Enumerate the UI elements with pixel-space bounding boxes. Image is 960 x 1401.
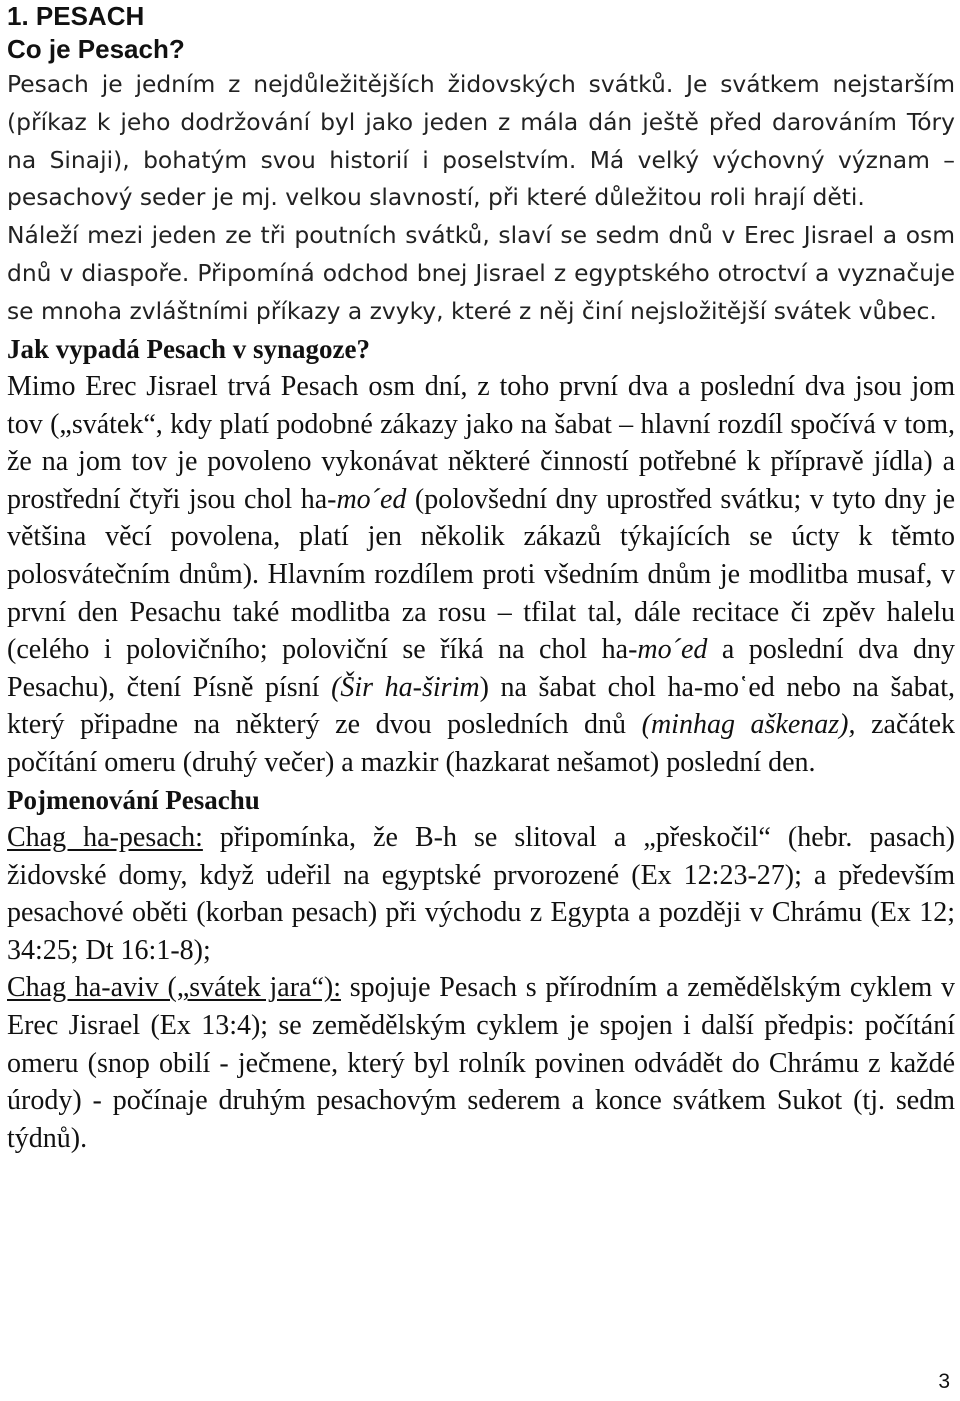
synagogue-italic-shir: (Šir ha-širim <box>331 671 480 703</box>
synagogue-text-1: Mimo Erec Jisrael trvá Pesach osm dní, z toho první dva a poslední dva jsou jom tov („svátek“, kdy platí podobné zákazy jako na šabat – hlavní rozdíl spočívá v tom, že na jom tov je povoleno vykonávat některé činností potřebné k přípravě jídla) a prostřední čtyři jsou chol ha- <box>7 371 955 515</box>
synagogue-text-2: (polovšední dny uprostřed svátku; v tyto dny je většina věcí povolena, platí jen několik zákazů týkajících se úcty k těmto polosvátečním dnům). Hlavním rozdílem proti všedním dnům je modlitba musaf, v první den Pesachu také modlitba za rosu – tfilat tal, dále recitace či zpěv halelu (celého i polovičního; poloviční se říká na chol ha- <box>7 483 955 666</box>
term-chag-hapesach: Chag ha-pesach: <box>7 822 203 854</box>
chag-haaviv-text: spojuje Pesach s přírodním a zemědělským cyklem v Erec Jisrael (Ex 13:4); se zemědělským cyklem je spojen i další předpis: počítání omeru (snop obilí - ječmene, který byl rolník povinen odvádět do Chrámu z každé úrody) - počínaje druhým pesachovým sederem a konce svátkem Sukot (tj. sedm týdnů). <box>7 972 955 1154</box>
synagogue-text-4: ) na šabat chol ha-mo῾ed nebo na šabat, který připadne na některý ze dvou posledních dnů <box>7 671 955 741</box>
paragraph-synagogue <box>7 368 955 782</box>
paragraph-chag-hapesach <box>7 819 955 969</box>
term-chag-haaviv: Chag ha-aviv („svátek jara“): <box>7 972 341 1004</box>
paragraph-chag-haaviv <box>7 969 955 1157</box>
synagogue-text-5: začátek počítání omeru (druhý večer) a mazkir (hazkarat nešamot) poslední den. <box>7 709 956 779</box>
paragraph-intro: Pesach je jedním z nejdůležitějších židovských svátků. Je svátkem nejstarším (příkaz k jeho dodržování byl jako jeden z mála dán ještě před darováním Tóry na Sinaji), bohatým svou historií i poselstvím. Má velký výchovný význam – pesachový seder je mj. velkou slavností, při které důležitou roli hrají děti. <box>7 70 955 212</box>
section-heading: 1. PESACH <box>7 1 145 31</box>
subheading-naming: Pojmenování Pesachu <box>7 784 260 815</box>
synagogue-italic-minhag: (minhag aškenaz), <box>641 709 856 741</box>
synagogue-italic-moed-2: mo´ed <box>637 634 708 666</box>
page-number: 3 <box>938 1370 950 1393</box>
synagogue-italic-moed-1: mo´ed <box>336 483 407 515</box>
paragraph-pilgrimage: Náleží mezi jeden ze tři poutních svátků, slaví se sedm dnů v Erec Jisrael a osm dnů v diaspoře. Připomíná odchod bnej Jisrael z egyptského otroctví a vyznačuje se mnoha zvláštními příkazy a zvyky, které z něj činí nejsložitější svátek vůbec. <box>7 221 955 325</box>
subheading-what-is-pesach: Co je Pesach? <box>7 34 185 64</box>
subheading-synagogue: Jak vypadá Pesach v synagoze? <box>7 333 371 364</box>
document-page <box>7 0 955 1157</box>
synagogue-text-3: a poslední dva dny Pesachu), čtení Písně písní <box>7 634 955 703</box>
chag-hapesach-text: připomínka, že B-h se slitoval a „přeskočil“ (hebr. pasach) židovské domy, když udeřil na egyptské prvorozené (Ex 12:23-27); a především pesachové oběti (korban pesach) při východu z Egypta a později v Chrámu (Ex 12; 34:25; Dt 16:1-8); <box>7 822 955 966</box>
